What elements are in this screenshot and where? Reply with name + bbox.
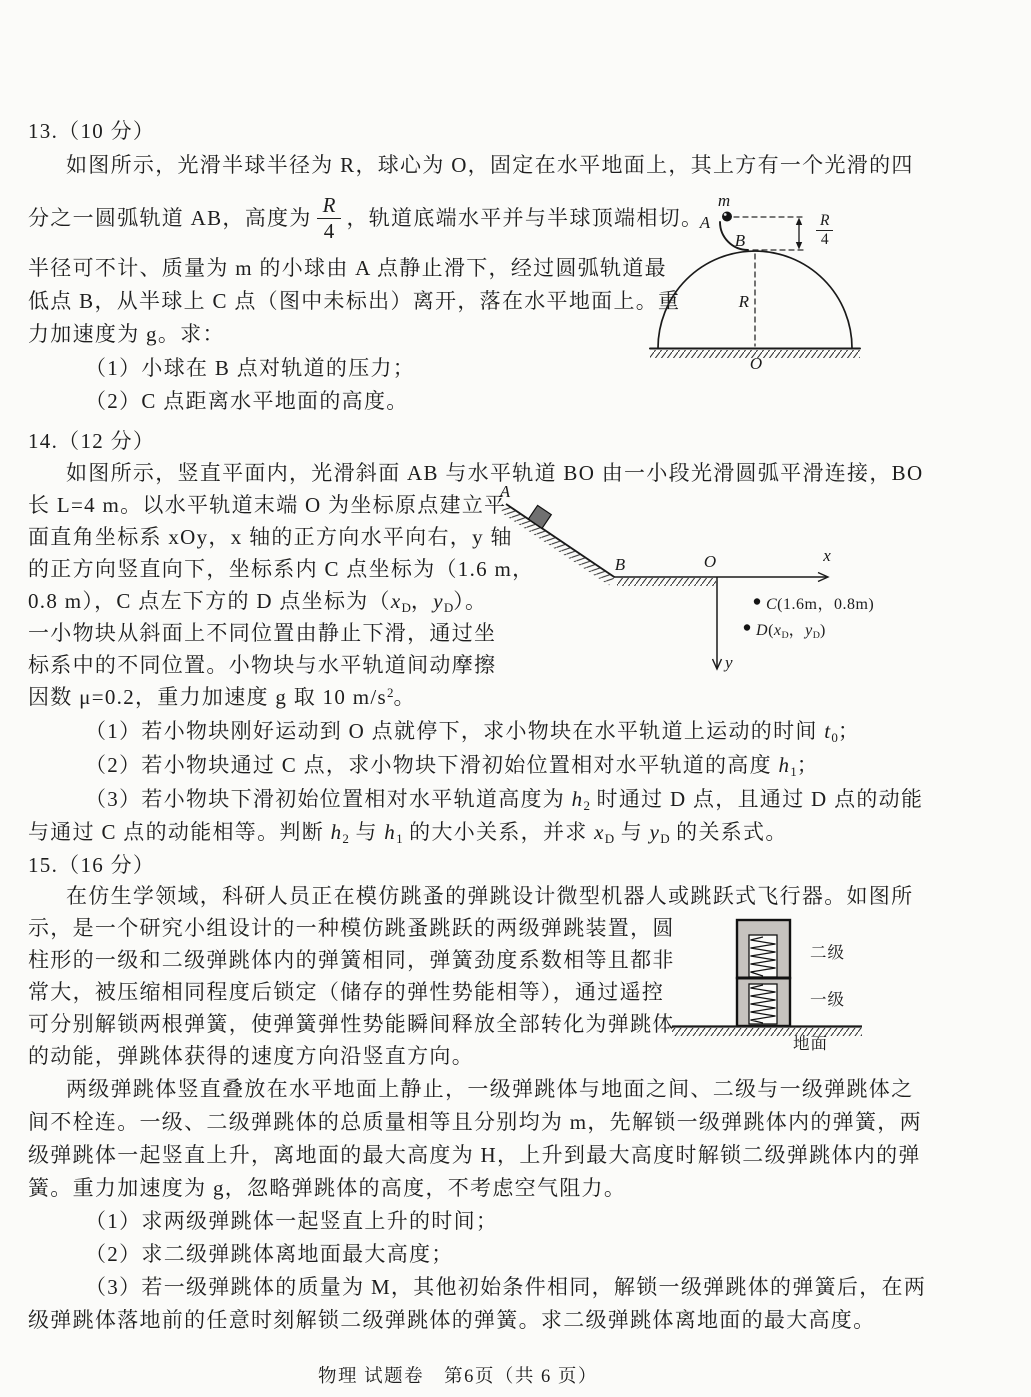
problem15-line2: 示，是一个研究小组设计的一种模仿跳蚤跳跃的两级弹跳装置，圆 [28, 916, 675, 940]
problem13-line1: 如图所示，光滑半球半径为 R，球心为 O，固定在水平地面上，其上方有一个光滑的四 [66, 153, 914, 177]
problem15-line3: 柱形的一级和二级弹跳体内的弹簧相同，弹簧劲度系数相等且都非 [28, 948, 675, 972]
page-footer: 物理 试题卷 第6页（共 6 页） [318, 1367, 598, 1387]
figure-15-spring-jumper [672, 920, 862, 1053]
height-fraction [317, 194, 342, 241]
problem14-line3: 面直角坐标系 xOy，x 轴的正方向水平向右，y 轴 [28, 525, 513, 549]
label-lower-stage: 一级 [810, 990, 845, 1009]
problem15-line7: 两级弹跳体竖直叠放在水平地面上静止，一级弹跳体与地面之间、二级与一级弹跳体之 [66, 1077, 914, 1101]
problem15-line1: 在仿生学领域，科研人员正在模仿跳蚤的弹跳设计微型机器人或跳跃式飞行器。如图所 [66, 884, 914, 908]
line2-post: ，轨道底端水平并与半球顶端相切。 [346, 205, 704, 230]
problem15-line5: 可分别解锁两根弹簧，使弹簧弹性势能瞬间释放全部转化为弹跳体 [28, 1012, 675, 1036]
problem15-line4: 常大，被压缩相同程度后锁定（储存的弹性势能相等），通过遥控 [28, 980, 665, 1004]
label-B: B [614, 555, 626, 574]
problem15-question3-cont: 级弹跳体落地前的任意时刻解锁二级弹跳体的弹簧。求二级弹跳体离地面的最大高度。 [28, 1308, 876, 1332]
label-x-axis: x [823, 546, 831, 565]
problem15-question2: （2）求二级弹跳体离地面最大高度； [85, 1242, 454, 1266]
label-A: A [699, 213, 711, 232]
problem14-line7: 标系中的不同位置。小物块与水平轨道间动摩擦 [28, 653, 497, 677]
problem15-question1: （1）求两级弹跳体一起竖直上升的时间； [85, 1209, 499, 1233]
problem13-line3: 半径可不计、质量为 m 的小球由 A 点静止滑下，经过圆弧轨道最 [28, 256, 667, 280]
problem13-question2: （2）C 点距离水平地面的高度。 [85, 389, 409, 413]
problem14-line5: 0.8 m），C 点左下方的 D 点坐标为（xD，yD）。 [28, 589, 488, 616]
label-y-axis: y [725, 653, 733, 672]
problem15-line6: 的动能，弹跳体获得的速度方向沿竖直方向。 [28, 1044, 474, 1068]
problem14-number: 14.（12 分） [28, 429, 156, 453]
problem14-question3-cont: 与通过 C 点的动能相等。判断 h2 与 h1 的大小关系，并求 xD 与 yD 的关系式。 [28, 820, 788, 847]
ball-highlight [724, 213, 727, 216]
figure14-point-C-label: C(1.6m，0.8m) [766, 596, 875, 613]
problem15-line8: 间不栓连。一级、二级弹跳体的总质量相等且分别均为 m，先解锁一级弹跳体内的弹簧，两 [28, 1110, 922, 1134]
point-C-dot [754, 598, 760, 604]
label-m: m [717, 191, 731, 210]
problem14-question3: （3）若小物块下滑初始位置相对水平轨道高度为 h2 时通过 D 点，且通过 D 点的动能 [85, 787, 924, 814]
fraction-numerator: R [317, 194, 342, 218]
problem15-line10: 簧。重力加速度为 g，忽略弹跳体的高度，不考虑空气阻力。 [28, 1176, 627, 1200]
fraction-denominator: 4 [323, 218, 335, 243]
problem13-question1: （1）小球在 B 点对轨道的压力； [85, 356, 416, 380]
problem14-line8: 因数 μ=0.2，重力加速度 g 取 10 $m/s^2$。 [28, 684, 416, 709]
line2-pre: 分之一圆弧轨道 AB，高度为 [28, 205, 312, 230]
fraction-denominator: 4 [820, 231, 829, 249]
problem15-question3: （3）若一级弹跳体的质量为 M，其他初始条件相同，解锁一级弹跳体的弹簧后，在两 [85, 1275, 927, 1299]
problem14-question1: （1）若小物块刚好运动到 O 点就停下，求小物块在水平轨道上运动的时间 t0； [85, 719, 861, 746]
arrowhead-up [796, 218, 802, 226]
label-O: O [749, 354, 763, 373]
problem14-line6: 一小物块从斜面上不同位置由静止下滑，通过坐 [28, 621, 497, 645]
label-R: R [738, 292, 749, 311]
label-upper-stage: 二级 [810, 943, 845, 962]
track-hatch [617, 578, 716, 586]
figure14-point-D-label: D(xD，yD) [756, 622, 826, 642]
label-ground: 地面 [793, 1034, 828, 1053]
problem15-number: 15.（16 分） [28, 853, 156, 877]
problem15-line9: 级弹跳体一起竖直上升，离地面的最大高度为 H，上升到最大高度时解锁二级弹跳体内的弹 [28, 1143, 921, 1167]
label-O: O [703, 552, 717, 571]
problem13-number: 13.（10 分） [28, 119, 156, 143]
problem14-question2: （2）若小物块通过 C 点，求小物块下滑初始位置相对水平轨道的高度 h1； [85, 753, 820, 780]
arrowhead-down [796, 242, 802, 250]
figure13-height-fraction [816, 213, 833, 249]
problem13-line5: 力加速度为 g。求： [28, 322, 225, 346]
ground-hatch [672, 1028, 862, 1036]
ball [722, 212, 732, 222]
point-D-dot [744, 624, 750, 630]
problem13-line2 [28, 192, 703, 244]
label-B: B [734, 231, 746, 250]
problem14-line4: 的正方向竖直向下，坐标系内 C 点坐标为（1.6 m， [28, 557, 535, 581]
problem14-line1: 如图所示，竖直平面内，光滑斜面 AB 与水平轨道 BO 由一小段光滑圆弧平滑连接，BO [66, 461, 924, 485]
problem13-line4: 低点 B，从半球上 C 点（图中未标出）离开，落在水平地面上。重 [28, 289, 681, 313]
fraction-numerator: R [816, 213, 833, 231]
label-A: A [499, 482, 511, 501]
problem14-line2: 长 L=4 m。以水平轨道末端 O 为坐标原点建立平 [28, 493, 507, 517]
figure-14-incline-axes [499, 482, 831, 672]
